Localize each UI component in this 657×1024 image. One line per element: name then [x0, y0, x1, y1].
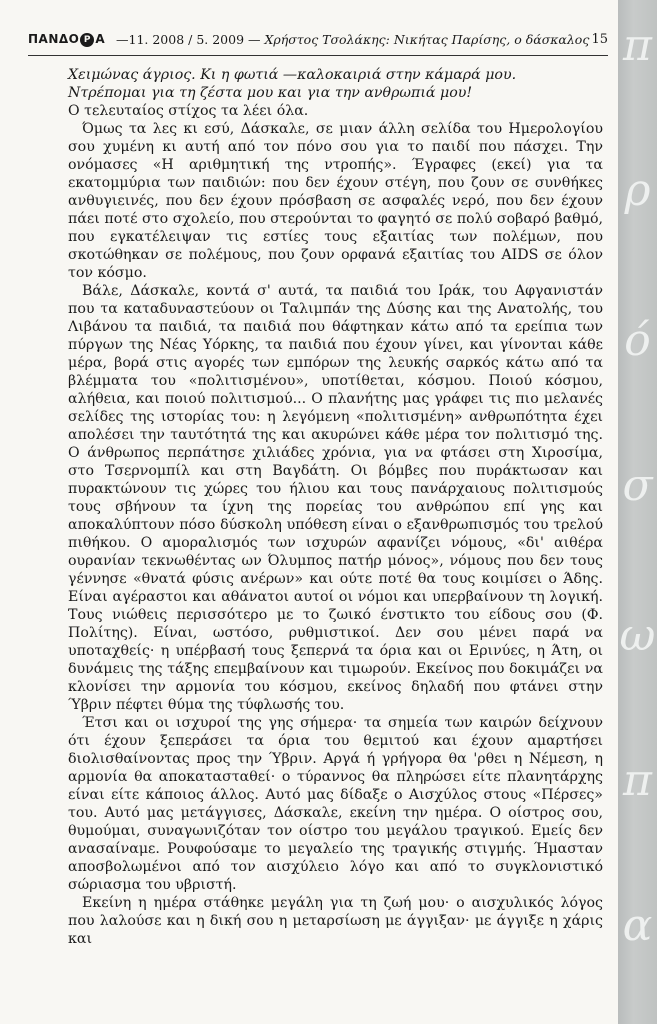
- page-number: 15: [591, 32, 608, 47]
- header-meta: [116, 32, 589, 47]
- paragraph: Έτσι και οι ισχυροί της γης σήμερα· τα σημεία των καιρών δείχνουν ότι έχουν ξεπεράσει τα όρια του θεμιτού και έχουν αμαρτήσει διολισθαίνοντας προς την Ύβριν. Αργά ή γρήγορα θα 'ρθει η Νέμεση, η αρμονία θα αποκατασταθεί· ο τύραννος θα πληρώσει είτε πλανητάρχης είναι είτε κάποιος άλλος. Αυτό μας δίδαξε ο Αισχύλος στους «Πέρσες» του. Αυτό μας μετάγγισες, Δάσκαλε, εκείνη την ημέρα. Ο οίστρος σου, θυμούμαι, συναγωνιζόταν τον οίστρο του μεγάλου τραγικού. Εμείς δεν ανασαίναμε. Ρουφούσαμε το μεγαλείο της τραγικής στιγμής. Ήμασταν αποσβολωμένοι από τον αισχύλειο λόγο και από το συγκλονιστικό σώριασμα του υβριστή.: [68, 715, 603, 893]
- paragraph: Όμως τα λες κι εσύ, Δάσκαλε, σε μιαν άλλη σελίδα του Ημερολογίου σου χυμένη κι αυτή από τον πόνο σου για το παιδί που πάσχει. Την ονόμασες «Η αριθμητική της ντροπής». Έγραφες (εκεί) για τα εκατομμύρια των παιδιών: που δεν έχουν στέγη, που ζουν σε συνθήκες ανθυγιεινές, που δεν έχουν πρόσβαση σε ασφαλές νερό, που δεν έχουν πάει ποτέ στο σχολείο, που στερούνται το φαγητό σε πολύ σοβαρό βαθμό, που εγκατέλειψαν τις εστίες τους εξαιτίας των πολέμων, που σκοτώθηκαν σε πολέμους, που ζουν ορφανά εξαιτίας του AIDS σε όλον τον κόσμο.: [68, 121, 603, 281]
- side-tab-letter: σ: [622, 460, 653, 511]
- paragraph: Βάλε, Δάσκαλε, κοντά σ' αυτά, τα παιδιά του Ιράκ, του Αφγανιστάν που τα καταδυναστεύουν οι Ταλιμπάν της Δύσης και της Ανατολής, του Λιβάνου τα παιδιά, τα παιδιά που θάφτηκαν κάτω από τα ερείπια των πύργων της Νέας Υόρκης, τα παιδιά που έχουν γίνει, και γίνονται κάθε μέρα, βορά στις αγορές των εμπόρων της λευκής σαρκός κάτω από τα βλέμματα του «πολιτισμένου», υποτίθεται, κόσμου. Ποιού κόσμου, αλήθεια, και ποιού πολιτισμού... Ο πλανήτης μας γράφει τις πιο μελανές σελίδες της ιστορίας του: η λεγόμενη «πολιτισμένη» ανθρωπότητα έχει απολέσει την ταυτότητά της και ακυρώνει κάθε μέρα τον πολιτισμό της. Ο άνθρωπος περπάτησε χιλιάδες χρόνια, για να φτάσει στη Χιροσίμα, στο Τσερνομπίλ και στη Βαγδάτη. Οι βόμβες που πυράκτωσαν και πυρακτώνουν τις χώρες του ήλιου και τους πανάρχαιους πολιτισμούς τους σβήνουν τα ίχνη της πορείας του ανθρώπου επί γης και αποκαλύπτουν πόσο δύσκολη υπόθεση είναι ο εξανθρωπισμός του τρελού πιθήκου. Ο αμοραλισμός των ισχυρών αφανίζει νόμους, «δι' αιθέρα ουρανίαν τεκνωθέντας ων Όλυμπος πατήρ μόνος», νόμους που δεν τους γέννησε «θνατά φύσις ανέρων» και ούτε ποτέ θα τους κοιμίσει ο Άδης. Είναι αγέραστοι και αθάνατοι αυτοί οι νόμοι και υπερβαίνουν τη λογική. Τους νιώθεις περισσότερο με το ζωικό ένστικτο του είδους σου (Φ. Πολίτης). Είναι, ωστόσο, ρυθμιστικοί. Δεν σου μένει παρά να υποταχθείς· η υπέρβασή τους ξεπερνά τα όρια και οι Ερινύες, η Άτη, οι δυνάμεις της τάξης επεμβαίνουν και τιμωρούν. Εκείνος που δοκιμάζει να κλονίσει την αρμονία του κόσμου, εκείνος δηλαδή που φτάνει στην Ύβριν πέφτει θύμα της τύφλωσής του.: [68, 283, 603, 713]
- header-rule: [28, 55, 608, 56]
- logo-mark: Ρ: [80, 33, 94, 47]
- side-tab-letter: α: [622, 900, 653, 951]
- side-tab-letter: π: [623, 20, 652, 71]
- side-tab-letter: ό: [624, 315, 651, 366]
- logo-text-right: Α: [95, 32, 106, 46]
- side-tab-letter: π: [623, 755, 652, 806]
- poem-quote: [68, 66, 603, 120]
- poem-line: Ντρέπομαι για τη ζέστα μου και για την ανθρωπιά μου!: [68, 85, 473, 101]
- journal-logo: [28, 32, 105, 47]
- article-body: [68, 66, 603, 948]
- paragraph: Εκείνη η ημέρα στάθηκε μεγάλη για τη ζωή μου· ο αισχυλικός λόγος που λαλούσε και η δική σου η μεταρσίωση με άγγιξαν· με άγγιξε η χάρις και: [68, 895, 603, 947]
- article-title: Χρήστος Τσολάκης: Νικήτας Παρίσης, ο δάσκαλος: [264, 32, 590, 47]
- side-tab: [618, 0, 657, 1024]
- side-tab-letter: ρ: [624, 165, 651, 216]
- running-header: [28, 30, 608, 52]
- issue-dates: —11. 2008 / 5. 2009 —: [116, 32, 261, 47]
- poem-line: Χειμώνας άγριος. Κι η φωτιά —καλοκαιριά στην κάμαρά μου.: [68, 67, 517, 83]
- side-tab-letter: ω: [619, 610, 656, 661]
- poem-note: Ο τελευταίος στίχος τα λέει όλα.: [68, 103, 309, 119]
- logo-text-left: ΠΑΝΔΟ: [28, 32, 80, 46]
